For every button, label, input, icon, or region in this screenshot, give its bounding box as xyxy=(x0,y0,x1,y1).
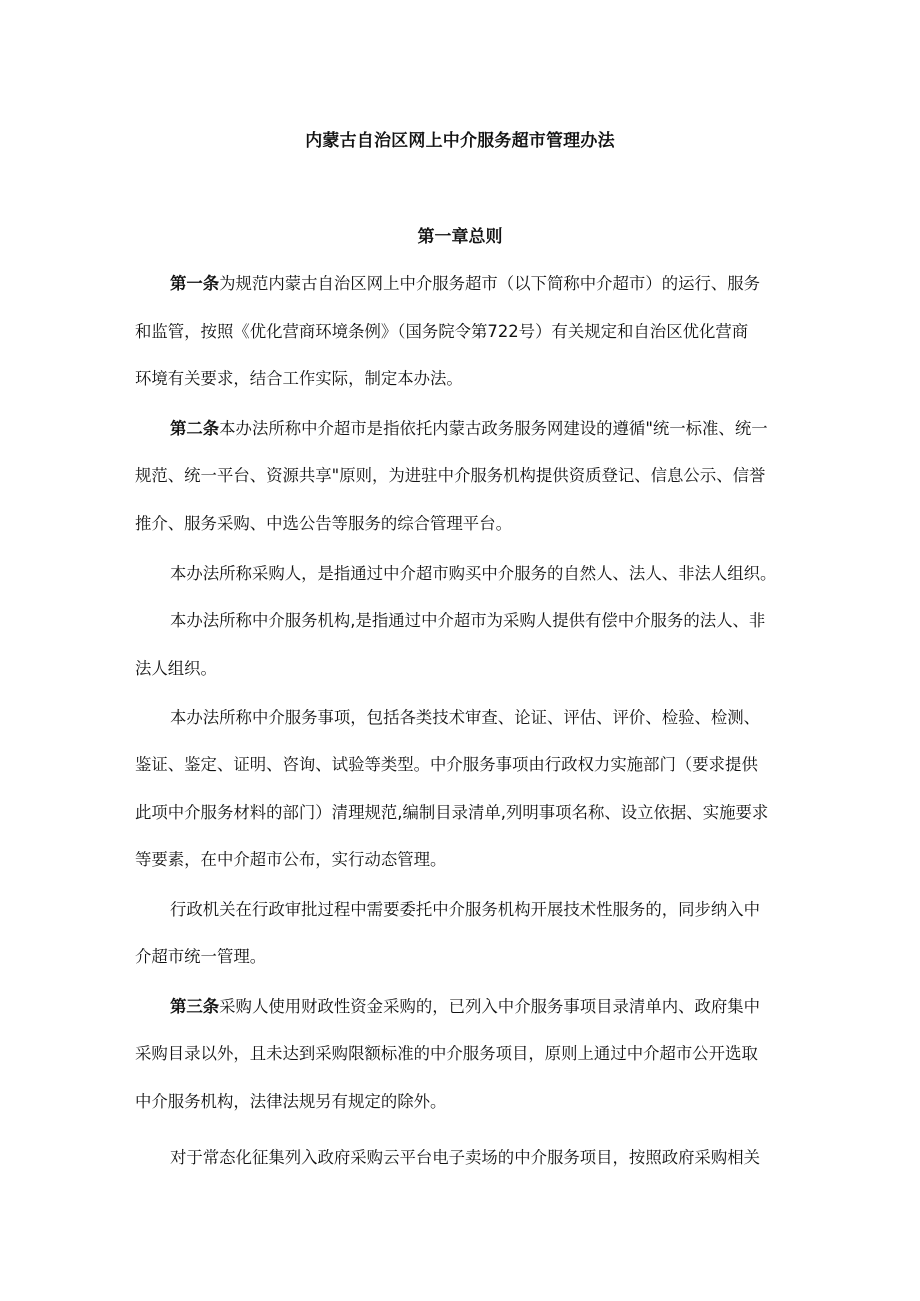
service-items-line-3: 此项中介服务材料的部门）清理规范,编制目录清单,列明事项名称、设立依据、实施要求 xyxy=(135,803,769,822)
article-3-line-3: 中介服务机构，法律法规另有规定的除外。 xyxy=(135,1092,447,1111)
article-label: 第三条 xyxy=(170,997,220,1016)
paragraph-text: 采购人使用财政性资金采购的，已列入中介服务事项目录清单内、政府集中 xyxy=(219,997,761,1016)
article-3-line-1 xyxy=(170,994,795,1020)
article-2-line-1 xyxy=(170,416,795,442)
procurement-cloud-line-1: 对于常态化征集列入政府采购云平台电子卖场的中介服务项目，按照政府采购相关 xyxy=(170,1148,761,1167)
article-2-line-2: 规范、统一平台、资源共享"原则，为进驻中介服务机构提供资质登记、信息公示、信誉 xyxy=(135,466,766,485)
document-title: 内蒙古自治区网上中介服务超市管理办法 xyxy=(305,131,615,151)
article-1-line-3: 环境有关要求，结合工作实际，制定本办法。 xyxy=(135,369,463,388)
service-items-line-1: 本办法所称中介服务事项，包括各类技术审查、论证、评估、评价、检验、检测、 xyxy=(170,708,761,727)
article-label: 第一条 xyxy=(170,274,220,293)
paragraph-text: 本办法所称中介超市是指依托内蒙古政务服务网建设的遵循"统一标准、统一 xyxy=(219,419,768,438)
article-3-line-2: 采购目录以外，且未达到采购限额标准的中介服务项目，原则上通过中介超市公开选取 xyxy=(135,1044,758,1063)
article-label: 第二条 xyxy=(170,419,220,438)
admin-organs-line-1: 行政机关在行政审批过程中需要委托中介服务机构开展技术性服务的，同步纳入中 xyxy=(170,900,761,919)
admin-organs-line-2: 介超市统一管理。 xyxy=(135,947,267,966)
chapter-title: 第一章总则 xyxy=(417,227,503,247)
service-items-line-2: 鉴证、鉴定、证明、咨询、试验等类型。中介服务事项由行政权力实施部门（要求提供 xyxy=(135,755,758,774)
purchaser-definition: 本办法所称采购人，是指通过中介超市购买中介服务的自然人、法人、非法人组织。 xyxy=(170,564,777,583)
paragraph-text: 为规范内蒙古自治区网上中介服务超市（以下简称中介超市）的运行、服务 xyxy=(219,274,761,293)
article-2-line-3: 推介、服务采购、中选公告等服务的综合管理平台。 xyxy=(135,514,512,533)
service-items-line-4: 等要素，在中介超市公布，实行动态管理。 xyxy=(135,850,447,869)
article-1-line-1 xyxy=(170,271,795,297)
agency-definition-line-2: 法人组织。 xyxy=(135,659,217,678)
article-1-line-2: 和监管，按照《优化营商环境条例》（国务院令第722号）有关规定和自治区优化营商 xyxy=(135,322,749,341)
agency-definition-line-1: 本办法所称中介服务机构,是指通过中介超市为采购人提供有偿中介服务的法人、非 xyxy=(170,611,766,630)
